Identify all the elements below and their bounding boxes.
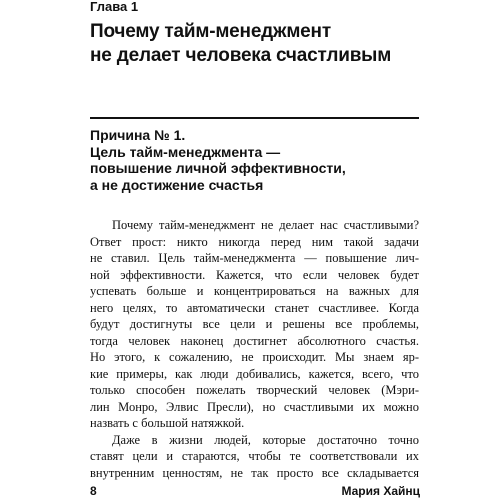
chapter-title-line: Почему тайм-менеджмент xyxy=(90,21,331,42)
body-line: него целях, то автоматически станет счастливее. Когда xyxy=(90,300,419,315)
section-heading-line: а не достижение счастья xyxy=(90,176,264,193)
running-footer-author: Мария Хайнц xyxy=(341,484,420,498)
body-line: будут достигнуты все цели и решены все проблемы, xyxy=(90,317,419,331)
section-divider xyxy=(90,117,419,119)
body-line: лин Монро, Элвис Пресли), но счастливыми их можно xyxy=(90,399,419,414)
section-heading-line: Цель тайм-менеджмента — xyxy=(90,143,281,160)
body-line: только способен пожелать творческий человек (Мэри- xyxy=(90,383,419,397)
body-line: Даже в жизни людей, которые достаточно точно xyxy=(112,432,419,447)
body-line: не ставил. Цель тайм-менеджмента — повышение лич- xyxy=(90,251,419,265)
body-line: кие примеры, как люди добивались, кажется, всего, что xyxy=(90,366,419,381)
body-line: Но этого, к сожалению, не происходит. Мы знаем яр- xyxy=(90,350,419,364)
body-line: назвать с большой натяжкой. xyxy=(90,416,245,430)
body-line: Ответ прост: никто никогда перед ним такой задачи xyxy=(90,234,419,249)
body-line: Почему тайм-менеджмент не делает нас счастливыми? xyxy=(112,218,419,232)
body-line: тогда человек наконец достигнет абсолютного счастья. xyxy=(90,333,419,348)
chapter-title-line: не делает человека счастливым xyxy=(90,45,392,66)
section-heading-line: повышение личной эффективности, xyxy=(90,160,346,176)
section-heading-line: Причина № 1. xyxy=(90,127,186,143)
page-number: 8 xyxy=(90,484,97,498)
section-heading xyxy=(90,127,420,193)
body-line: ставят цели и стараются, чтобы те соответствовали их xyxy=(90,449,419,463)
chapter-label: Глава 1 xyxy=(90,0,139,14)
chapter-title xyxy=(90,20,420,68)
body-text xyxy=(90,217,419,481)
body-line: ной эффективности. Кажется, что если человек будет xyxy=(90,267,419,282)
body-line: успевать больше и концентрироваться на важных для xyxy=(90,284,419,298)
body-line: внутренним ценностям, не так просто все складывается xyxy=(90,465,419,480)
